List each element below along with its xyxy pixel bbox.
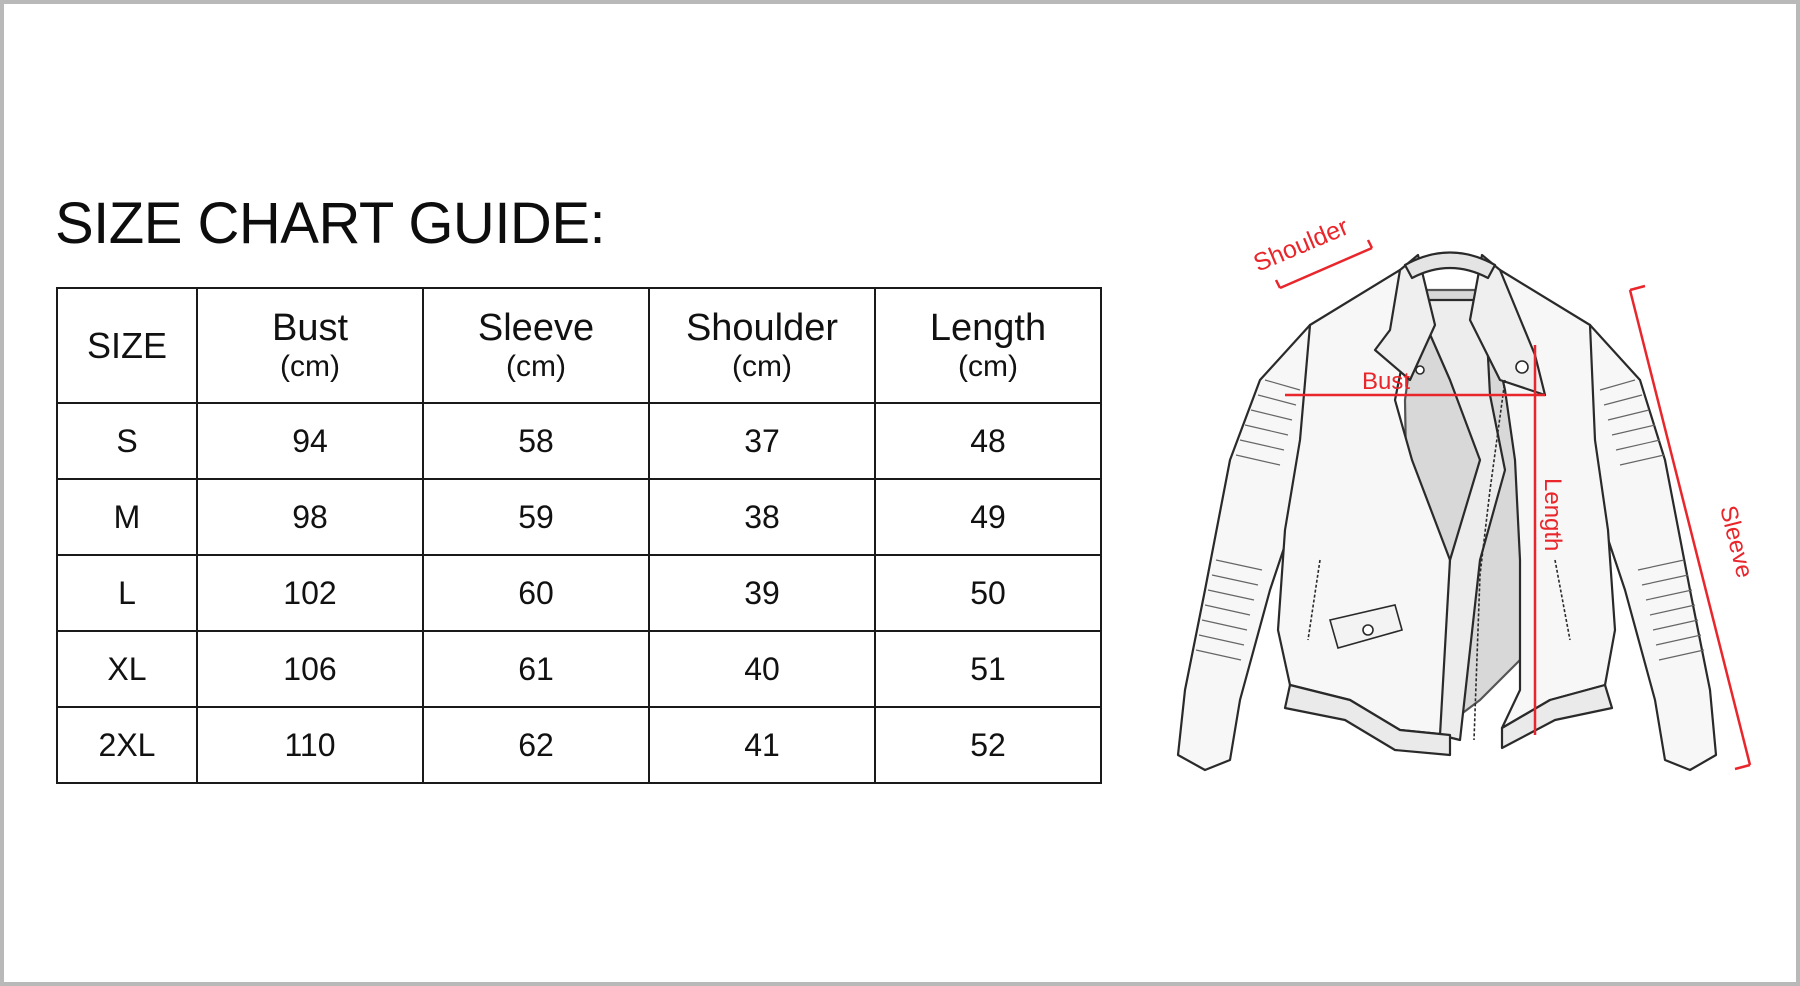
- sleeve-cell: 59: [423, 479, 649, 555]
- bust-cell: 110: [197, 707, 423, 783]
- table-header-row: [57, 288, 1101, 403]
- sleeve-cell: 60: [423, 555, 649, 631]
- size-column-header: SIZE: [57, 288, 197, 403]
- column-name: Shoulder: [685, 306, 839, 349]
- jacket-measurement-diagram: [1150, 212, 1759, 810]
- table-row: [57, 555, 1101, 631]
- sleeve-cell: 61: [423, 631, 649, 707]
- length-cell: 51: [875, 631, 1101, 707]
- column-unit: (cm): [958, 349, 1018, 383]
- bust-label: Bust: [1362, 368, 1411, 395]
- shoulder-cell: 40: [649, 631, 875, 707]
- length-cell: 48: [875, 403, 1101, 479]
- size-cell: 2XL: [57, 707, 197, 783]
- bust-cell: 98: [197, 479, 423, 555]
- bust-cell: 94: [197, 403, 423, 479]
- length-cell: 49: [875, 479, 1101, 555]
- table-row: [57, 631, 1101, 707]
- shoulder-label: Shoulder: [1249, 212, 1353, 278]
- size-table: [56, 287, 1102, 784]
- table-row: [57, 707, 1101, 783]
- size-cell: M: [57, 479, 197, 555]
- size-cell: S: [57, 403, 197, 479]
- shoulder-cell: 41: [649, 707, 875, 783]
- shoulder-column-header: [649, 288, 875, 403]
- size-cell: XL: [57, 631, 197, 707]
- sleeve-cell: 62: [423, 707, 649, 783]
- column-unit: (cm): [280, 349, 340, 383]
- column-name: Bust: [271, 306, 349, 349]
- sleeve-label: Sleeve: [1714, 502, 1759, 581]
- column-unit: (cm): [732, 349, 792, 383]
- length-label: Length: [1539, 478, 1566, 552]
- size-cell: L: [57, 555, 197, 631]
- shoulder-cell: 38: [649, 479, 875, 555]
- sleeve-column-header: [423, 288, 649, 403]
- table-row: [57, 479, 1101, 555]
- bust-cell: 102: [197, 555, 423, 631]
- shoulder-cell: 37: [649, 403, 875, 479]
- bust-cell: 106: [197, 631, 423, 707]
- length-cell: 52: [875, 707, 1101, 783]
- column-unit: (cm): [506, 349, 566, 383]
- shoulder-cell: 39: [649, 555, 875, 631]
- leather-jacket-illustration: [1178, 253, 1716, 771]
- column-name: Length: [929, 306, 1047, 349]
- sleeve-cell: 58: [423, 403, 649, 479]
- page-title: SIZE CHART GUIDE:: [55, 191, 606, 256]
- column-name: Sleeve: [477, 306, 595, 349]
- length-column-header: [875, 288, 1101, 403]
- length-cell: 50: [875, 555, 1101, 631]
- bust-column-header: [197, 288, 423, 403]
- table-row: [57, 403, 1101, 479]
